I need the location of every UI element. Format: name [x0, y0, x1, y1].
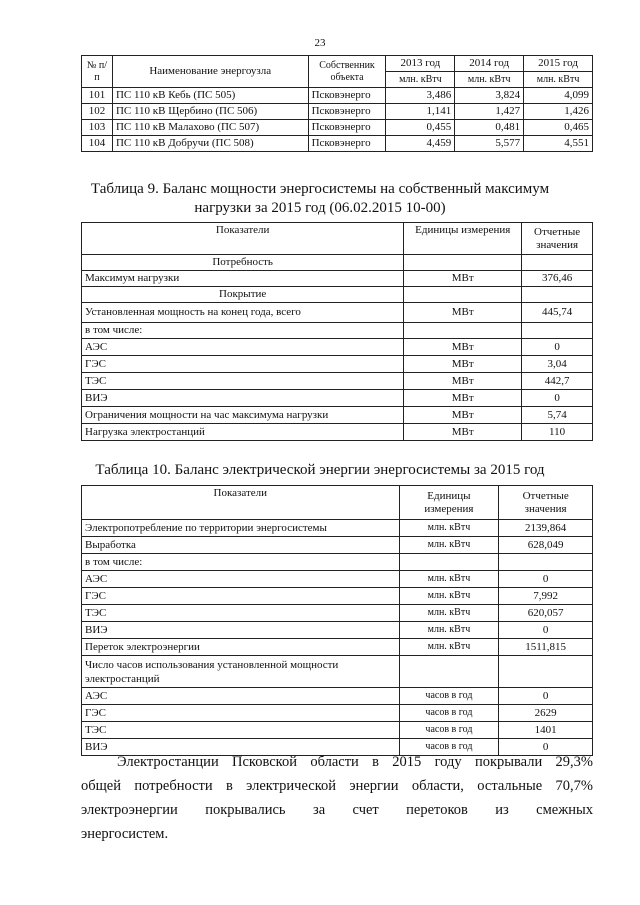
row-name: ПС 110 кВ Малахово (ПС 507) — [112, 120, 308, 136]
energy-balance-table — [81, 485, 593, 756]
paragraph-line1: Электростанции Псковской области в 2015 году покрывали 29,3% — [117, 754, 593, 770]
unit-2014: млн. кВтч — [455, 72, 524, 88]
row-unit — [399, 656, 499, 688]
row-value: 0 — [499, 571, 593, 588]
row-name: ПС 110 кВ Кебь (ПС 505) — [112, 88, 308, 104]
row-value: 7,992 — [499, 588, 593, 605]
row-value: 1511,815 — [499, 639, 593, 656]
table-row — [82, 424, 593, 441]
row-label: Выработка — [82, 537, 400, 554]
row-label-line1: Число часов использования установленной мощности — [85, 658, 339, 671]
row-unit: млн. кВтч — [399, 571, 499, 588]
row-2015: 1,426 — [524, 104, 593, 120]
table-row — [82, 722, 593, 739]
row-label: ГЭС — [82, 356, 404, 373]
row-unit: МВт — [404, 407, 522, 424]
table-row — [82, 622, 593, 639]
row-value: 1401 — [499, 722, 593, 739]
table-row — [82, 255, 593, 271]
table-row — [82, 271, 593, 287]
row-name: ПС 110 кВ Щербино (ПС 506) — [112, 104, 308, 120]
header-units: Единицы измерения — [404, 223, 522, 255]
row-value — [522, 323, 593, 339]
row-value: 0 — [499, 739, 593, 756]
page-number: 23 — [314, 37, 326, 49]
row-value: 0 — [499, 688, 593, 705]
row-label: Переток электроэнергии — [82, 639, 400, 656]
row-label: Электропотребление по территории энергосистемы — [82, 520, 400, 537]
row-2014: 0,481 — [455, 120, 524, 136]
row-label: в том числе: — [82, 323, 404, 339]
header-units-line2: измерения — [424, 502, 474, 515]
header-name: Наименование энергоузла — [112, 56, 308, 88]
row-label: Ограничения мощности на час максимума нагрузки — [82, 407, 404, 424]
row-unit: млн. кВтч — [399, 639, 499, 656]
row-unit: часов в год — [399, 688, 499, 705]
substation-consumption-table — [81, 55, 593, 152]
header-2014: 2014 год — [455, 56, 524, 72]
row-unit: МВт — [404, 390, 522, 407]
table-row — [82, 88, 593, 104]
row-unit: МВт — [404, 339, 522, 356]
row-value — [522, 255, 593, 271]
row-value — [522, 287, 593, 303]
summary-paragraph — [81, 750, 593, 846]
row-unit: млн. кВтч — [399, 537, 499, 554]
row-name: ПС 110 кВ Добручи (ПС 508) — [112, 136, 308, 152]
table-row — [82, 639, 593, 656]
row-value — [499, 656, 593, 688]
table-row — [82, 390, 593, 407]
table-row — [82, 303, 593, 323]
row-unit: МВт — [404, 356, 522, 373]
header-2015: 2015 год — [524, 56, 593, 72]
header-values-line1: Отчетные — [522, 489, 569, 502]
row-2014: 3,824 — [455, 88, 524, 104]
header-values-line2: значения — [524, 502, 567, 515]
row-2013: 0,455 — [386, 120, 455, 136]
row-label: в том числе: — [82, 554, 400, 571]
row-unit: МВт — [404, 303, 522, 323]
row-unit: МВт — [404, 271, 522, 287]
row-2013: 3,486 — [386, 88, 455, 104]
table-row — [82, 120, 593, 136]
row-value — [499, 554, 593, 571]
row-label: ВИЭ — [82, 739, 400, 756]
row-num: 104 — [82, 136, 113, 152]
header-num: № п/п — [82, 56, 113, 88]
header-indicators: Показатели — [82, 486, 400, 520]
paragraph-line2: общей потребности в электрической энергии области, остальные 70,7% — [81, 778, 593, 794]
table-row — [82, 407, 593, 424]
unit-2015: млн. кВтч — [524, 72, 593, 88]
header-units-line1: Единицы — [427, 489, 471, 502]
row-unit: млн. кВтч — [399, 520, 499, 537]
table-row — [82, 588, 593, 605]
table9-caption-line1: Таблица 9. Баланс мощности энергосистемы на собственный максимум — [90, 181, 550, 197]
row-label: Нагрузка электростанций — [82, 424, 404, 441]
header-owner: Собственник объекта — [308, 56, 386, 88]
row-2015: 4,099 — [524, 88, 593, 104]
row-unit: МВт — [404, 373, 522, 390]
row-num: 103 — [82, 120, 113, 136]
row-value: 620,057 — [499, 605, 593, 622]
row-value: 0 — [522, 339, 593, 356]
row-2015: 4,551 — [524, 136, 593, 152]
unit-2013: млн. кВтч — [386, 72, 455, 88]
row-value: 445,74 — [522, 303, 593, 323]
header-values: Отчетные значения — [522, 223, 593, 255]
row-unit: часов в год — [399, 722, 499, 739]
section-label: Потребность — [82, 255, 404, 271]
table-row — [82, 287, 593, 303]
table-row — [82, 571, 593, 588]
row-unit: часов в год — [399, 739, 499, 756]
row-value: 376,46 — [522, 271, 593, 287]
paragraph-line4: энергосистем. — [81, 826, 169, 842]
row-label: ВИЭ — [82, 622, 400, 639]
row-unit — [399, 554, 499, 571]
table-row — [82, 323, 593, 339]
row-label: ТЭС — [82, 605, 400, 622]
row-value: 0 — [499, 622, 593, 639]
table-row — [82, 339, 593, 356]
table9-caption-line2: нагрузки за 2015 год (06.02.2015 10-00) — [194, 200, 446, 216]
header-units — [399, 486, 499, 520]
row-label: АЭС — [82, 571, 400, 588]
row-label-line2: электростанций — [85, 672, 160, 685]
table-row — [82, 104, 593, 120]
table-row — [82, 520, 593, 537]
row-2014: 1,427 — [455, 104, 524, 120]
row-label: ТЭС — [82, 722, 400, 739]
table10-caption: Таблица 10. Баланс электрической энергии энергосистемы за 2015 год — [95, 462, 545, 478]
row-label: ТЭС — [82, 373, 404, 390]
row-unit — [404, 287, 522, 303]
row-unit: млн. кВтч — [399, 588, 499, 605]
table-row — [82, 705, 593, 722]
table-row — [82, 554, 593, 571]
row-unit: МВт — [404, 424, 522, 441]
section-label: Покрытие — [82, 287, 404, 303]
header-indicators: Показатели — [82, 223, 404, 255]
table-row — [82, 373, 593, 390]
row-2013: 1,141 — [386, 104, 455, 120]
row-owner: Псковэнерго — [308, 136, 386, 152]
row-2015: 0,465 — [524, 120, 593, 136]
row-num: 102 — [82, 104, 113, 120]
row-label: Максимум нагрузки — [82, 271, 404, 287]
row-value: 442,7 — [522, 373, 593, 390]
row-value: 628,049 — [499, 537, 593, 554]
row-unit — [404, 323, 522, 339]
table-row — [82, 537, 593, 554]
row-value: 0 — [522, 390, 593, 407]
row-value: 2629 — [499, 705, 593, 722]
row-label — [82, 656, 400, 688]
row-unit — [404, 255, 522, 271]
row-2013: 4,459 — [386, 136, 455, 152]
table-row — [82, 356, 593, 373]
table-row — [82, 605, 593, 622]
row-owner: Псковэнерго — [308, 88, 386, 104]
row-value: 5,74 — [522, 407, 593, 424]
table-row — [82, 688, 593, 705]
row-label: ГЭС — [82, 705, 400, 722]
row-num: 101 — [82, 88, 113, 104]
row-label: АЭС — [82, 688, 400, 705]
row-label: ВИЭ — [82, 390, 404, 407]
row-unit: часов в год — [399, 705, 499, 722]
row-owner: Псковэнерго — [308, 104, 386, 120]
row-value: 3,04 — [522, 356, 593, 373]
row-unit: млн. кВтч — [399, 605, 499, 622]
paragraph-line3: электроэнергии покрывались за счет перетоков из смежных — [81, 802, 593, 818]
table-row — [82, 656, 593, 688]
row-value: 2139,864 — [499, 520, 593, 537]
row-2014: 5,577 — [455, 136, 524, 152]
header-2013: 2013 год — [386, 56, 455, 72]
header-values — [499, 486, 593, 520]
row-label: АЭС — [82, 339, 404, 356]
row-label: ГЭС — [82, 588, 400, 605]
row-owner: Псковэнерго — [308, 120, 386, 136]
power-balance-table — [81, 222, 593, 441]
row-value: 110 — [522, 424, 593, 441]
row-unit: млн. кВтч — [399, 622, 499, 639]
row-label: Установленная мощность на конец года, всего — [82, 303, 404, 323]
table-row — [82, 136, 593, 152]
